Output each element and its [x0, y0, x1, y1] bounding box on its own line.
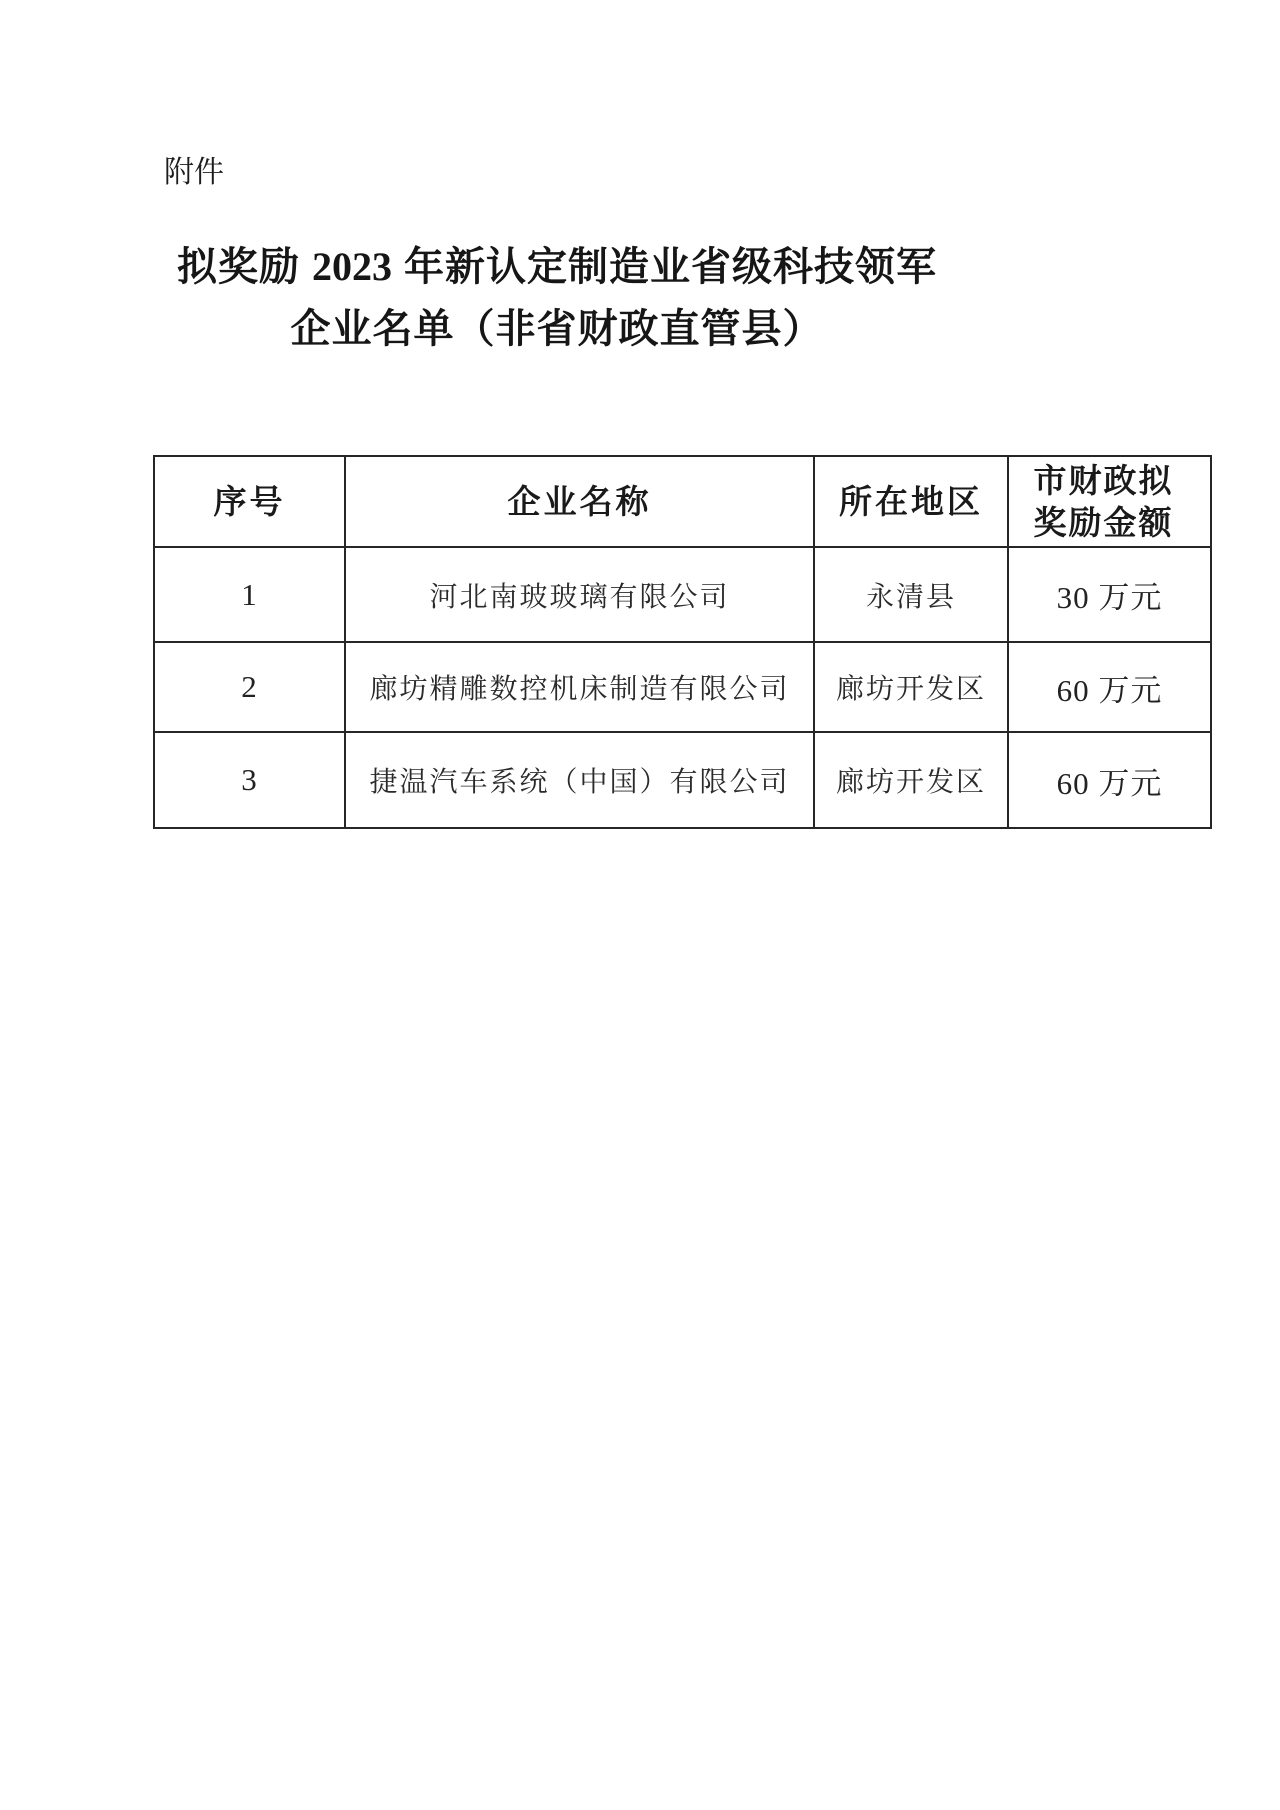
- cell-region: 廊坊开发区: [814, 732, 1008, 828]
- column-header-company: 企业名称: [345, 456, 814, 547]
- cell-row-number: 1: [154, 547, 345, 642]
- column-header-region: 所在地区: [814, 456, 1008, 547]
- cell-row-number: 3: [154, 732, 345, 828]
- table-row: [154, 732, 1211, 828]
- column-header-amount: 市财政拟奖励金额: [1008, 456, 1211, 547]
- cell-row-number: 2: [154, 642, 345, 732]
- cell-region: 永清县: [814, 547, 1008, 642]
- table-row: [154, 547, 1211, 642]
- page-title: [0, 236, 1114, 360]
- page-title-line1: [0, 236, 1114, 298]
- cell-company-name: 捷温汽车系统（中国）有限公司: [345, 732, 814, 828]
- title-line1-suffix: 年新认定制造业省级科技领军: [404, 245, 937, 289]
- cell-reward-amount: 60 万元: [1008, 642, 1211, 732]
- reward-table: [153, 455, 1212, 829]
- cell-company-name: 廊坊精雕数控机床制造有限公司: [345, 642, 814, 732]
- table-row: [154, 642, 1211, 732]
- title-line1-year: 2023: [312, 244, 392, 289]
- cell-reward-amount: 30 万元: [1008, 547, 1211, 642]
- attachment-label: 附件: [164, 156, 224, 189]
- page-title-line2: 企业名单（非省财政直管县）: [290, 307, 824, 351]
- table-header-row: [154, 456, 1211, 547]
- cell-company-name: 河北南玻玻璃有限公司: [345, 547, 814, 642]
- title-line1-prefix: 拟奖励: [177, 245, 300, 289]
- column-header-no: 序号: [154, 456, 345, 547]
- cell-reward-amount: 60 万元: [1008, 732, 1211, 828]
- cell-region: 廊坊开发区: [814, 642, 1008, 732]
